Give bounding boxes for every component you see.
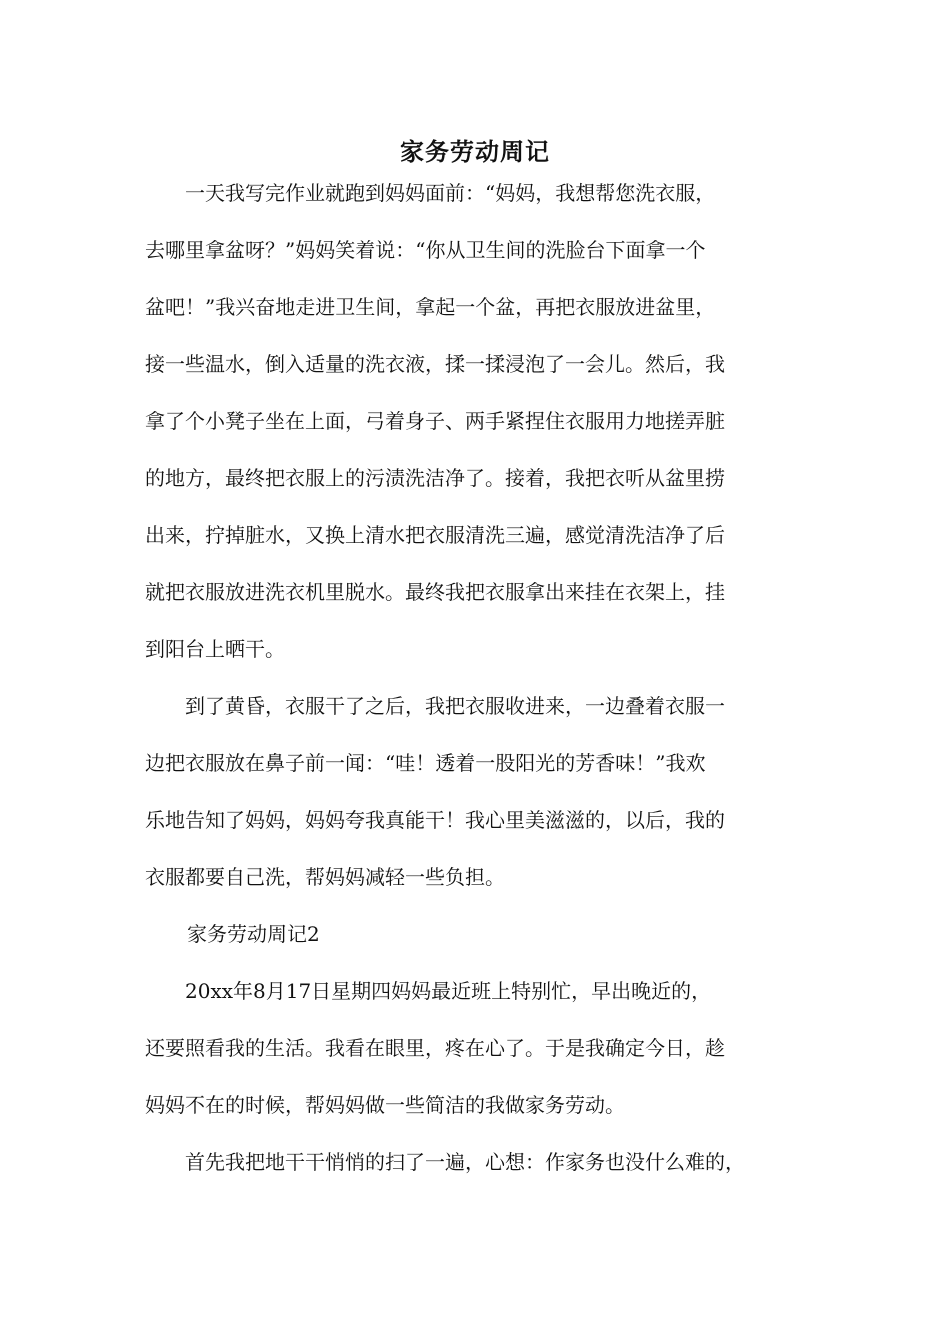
paragraph-line: 衣服都要自己洗，帮妈妈减轻一些负担。 (145, 865, 505, 889)
paragraph-line: 到了黄昏，衣服干了之后，我把衣服收进来，一边叠着衣服一 (145, 694, 725, 718)
paragraph-line: 妈妈不在的时候，帮妈妈做一些简洁的我做家务劳动。 (145, 1093, 625, 1117)
paragraph-line: 还要照看我的生活。我看在眼里，疼在心了。于是我确定今日，趁 (145, 1036, 725, 1060)
paragraph-line: 一天我写完作业就跑到妈妈面前：“妈妈，我想帮您洗衣服， (145, 181, 716, 205)
paragraph-line: 出来，拧掉脏水，又换上清水把衣服清洗三遍，感觉清洗洁净了后 (145, 523, 725, 547)
paragraph-line: 首先我把地干干悄悄的扫了一遍，心想：作家务也没什么难的， (145, 1150, 745, 1174)
section-heading: 家务劳动周记2 (147, 922, 320, 946)
paragraph-line: 去哪里拿盆呀？”妈妈笑着说：“你从卫生间的洗脸台下面拿一个 (145, 238, 706, 262)
paragraph-line: 拿了个小凳子坐在上面，弓着身子、两手紧捏住衣服用力地搓弄脏 (145, 409, 725, 433)
document-title: 家务劳动周记 (400, 137, 550, 166)
paragraph-line: 乐地告知了妈妈，妈妈夸我真能干！我心里美滋滋的，以后，我的 (145, 808, 725, 832)
paragraph-line: 20xx年8月17日星期四妈妈最近班上特别忙，早出晚近的， (145, 979, 712, 1003)
paragraph-line: 就把衣服放进洗衣机里脱水。最终我把衣服拿出来挂在衣架上，挂 (145, 580, 725, 604)
paragraph-line: 盆吧！”我兴奋地走进卫生间，拿起一个盆，再把衣服放进盆里， (145, 295, 716, 319)
paragraph-line: 的地方，最终把衣服上的污渍洗洁净了。接着，我把衣听从盆里捞 (145, 466, 725, 490)
paragraph-line: 边把衣服放在鼻子前一闻：“哇！透着一股阳光的芳香味！”我欢 (145, 751, 706, 775)
paragraph-line: 接一些温水，倒入适量的洗衣液，揉一揉浸泡了一会儿。然后，我 (145, 352, 725, 376)
paragraph-line: 到阳台上晒干。 (145, 637, 285, 661)
